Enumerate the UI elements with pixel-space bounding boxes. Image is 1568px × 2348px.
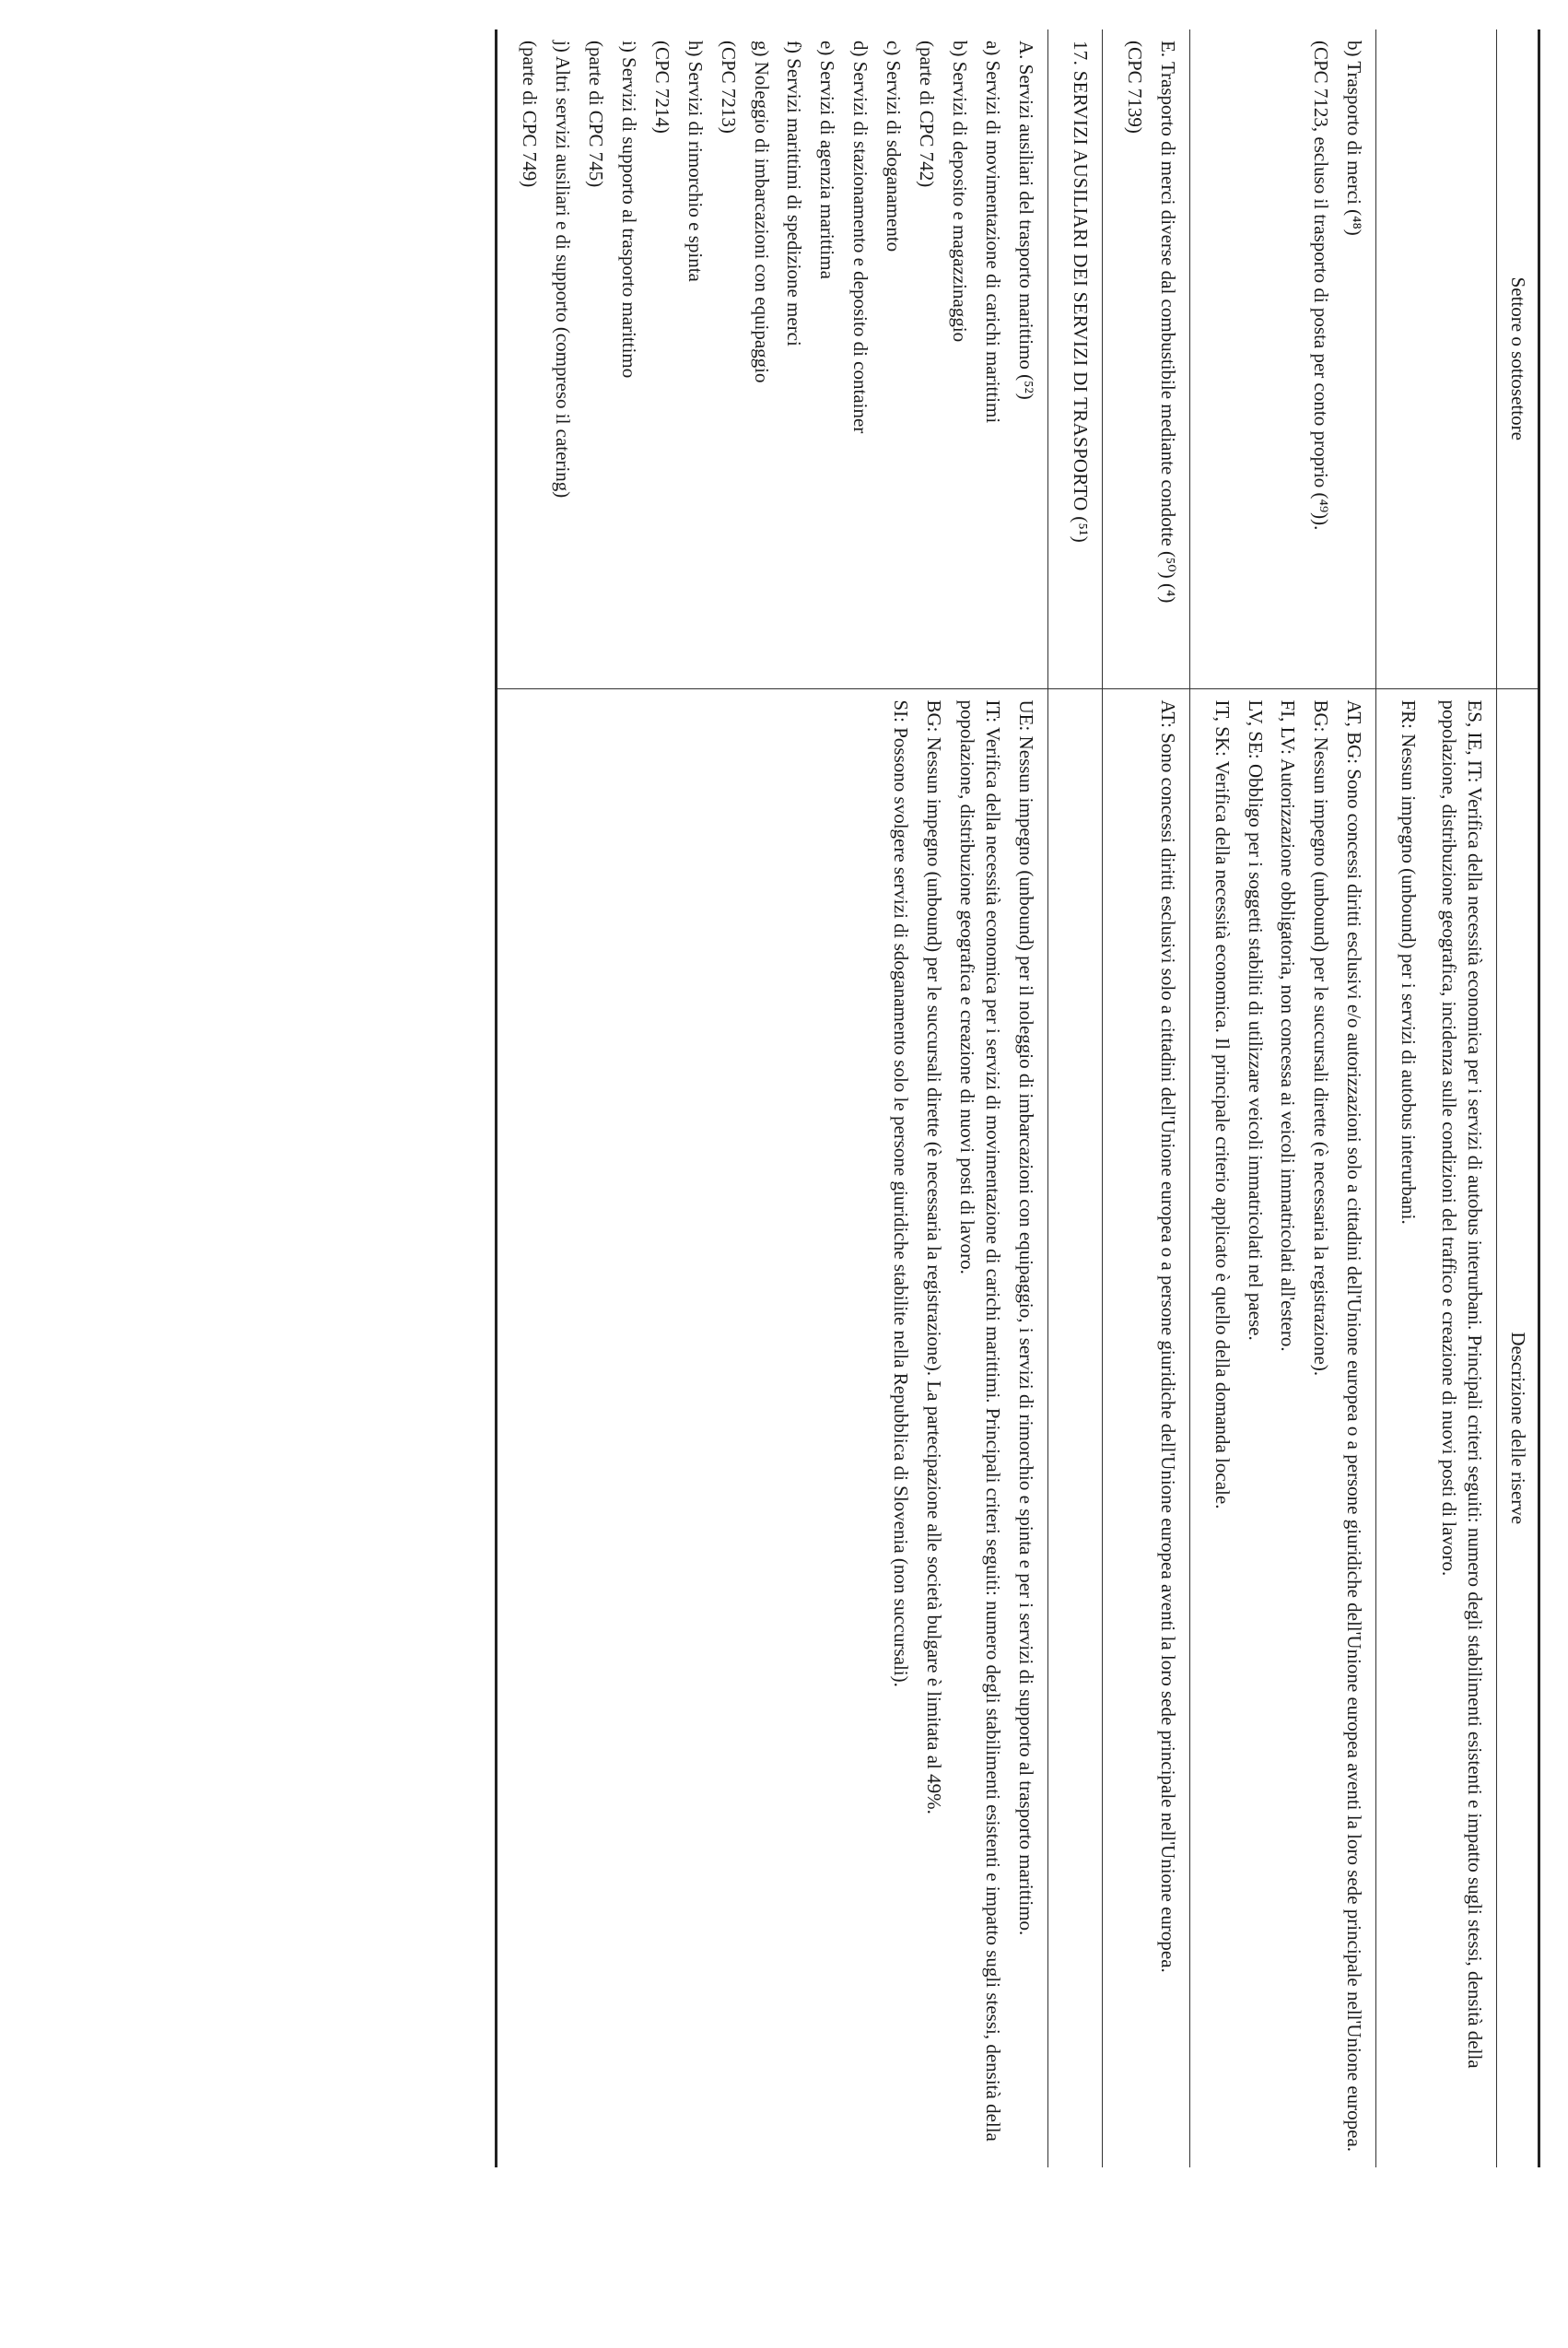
sector-text: E. Trasporto di merci diverse dal combustibile mediante condotte (⁵⁰) (⁴) — [1156, 41, 1179, 604]
table-row — [1102, 29, 1189, 2167]
sector-text: h) Servizi di rimorchio e spinta — [684, 41, 707, 282]
reservation-text: FR: Nessun impegno (unbound) per i servizi di autobus interurbani. — [1398, 699, 1421, 1225]
sector-text: (CPC 7139) — [1123, 41, 1146, 134]
header-reservations: Descrizione delle riserve — [1497, 688, 1539, 2167]
sector-text: f) Servizi marittimi di spedizione merci — [783, 41, 806, 346]
reservations-cell — [1189, 688, 1376, 2167]
sector-text: (CPC 7123, escluso il trasporto di posta per conto proprio (⁴⁹)). — [1310, 41, 1333, 531]
sector-text: e) Servizi di agenzia marittima — [816, 41, 839, 279]
table-row — [1189, 29, 1376, 2167]
section-heading: 17. SERVIZI AUSILIARI DEI SERVIZI DI TRASPORTO (⁵¹) — [1069, 41, 1092, 544]
table-row — [1376, 29, 1497, 2167]
sector-text: A. Servizi ausiliari del trasporto marittimo (⁵²) — [1014, 41, 1037, 400]
sector-text: j) Altri servizi ausiliari e di supporto (compreso il catering) — [552, 41, 575, 499]
sector-text: (parte di CPC 745) — [584, 41, 607, 188]
sector-text: (parte di CPC 742) — [916, 41, 939, 188]
sector-text: (CPC 7213) — [717, 41, 740, 134]
reservations-table — [495, 29, 1540, 2167]
reservations-cell — [1047, 688, 1102, 2167]
reservation-text: SI: Possono svolgere servizi di sdoganamento solo le persone giuridiche stabilite nella Repubblica di Slovenia (non succursali). — [890, 699, 913, 1687]
sector-cell — [1189, 29, 1376, 688]
sector-text: b) Trasporto di merci (⁴⁸) — [1343, 41, 1366, 236]
sector-text: g) Noleggio di imbarcazioni con equipaggio — [750, 41, 773, 383]
reservation-text: FI, LV: Autorizzazione obbligatoria, non concessa ai veicoli immatricolati all'estero. — [1277, 699, 1300, 1352]
sector-cell — [1102, 29, 1189, 688]
table-row — [497, 29, 1048, 2167]
header-sector: Settore o sottosettore — [1497, 29, 1539, 688]
sector-cell — [1376, 29, 1497, 688]
reservation-text: IT: Verifica della necessità economica per i servizi di movimentazione di carichi marittimi. Principali criteri seguiti: numero degli stabilimenti esistenti e impatto sugli stessi, densità della popolazione, distribuzione geografica e creazione di nuovi posti di lavoro. — [956, 699, 1005, 2142]
sector-text: i) Servizi di supporto al trasporto marittimo — [617, 41, 640, 379]
reservation-text: IT, SK: Verifica della necessità economica. Il principale criterio applicato è quello della domanda locale. — [1211, 699, 1234, 1509]
table-row — [1047, 29, 1102, 2167]
sector-text: a) Servizi di movimentazione di carichi marittimi — [982, 41, 1005, 424]
sector-text: b) Servizi di deposito e magazzinaggio — [949, 41, 972, 343]
reservations-cell — [497, 688, 1048, 2167]
sector-text: (CPC 7214) — [650, 41, 673, 134]
reservation-text: AT, BG: Sono concessi diritti esclusivi e/o autorizzazioni solo a cittadini dell'Unione europea o a persone giuridiche dell'Unione europea aventi la loro sede principale nell'Unione europea. — [1343, 699, 1366, 2153]
reservation-text: LV, SE: Obbligo per i soggetti stabiliti di utilizzare veicoli immatricolati nel paese. — [1244, 699, 1267, 1341]
reservations-cell — [1376, 688, 1497, 2167]
reservation-text: BG: Nessun impegno (unbound) per le succursali dirette (è necessaria la registrazione). — [1310, 699, 1333, 1377]
reservation-text: ES, IE, IT: Verifica della necessità economica per i servizi di autobus interurbani. Principali criteri seguiti: numero degli stabilimenti esistenti e impatto sugli stessi, densità della popolazione, distribuzione geografica, incidenza sulle condizioni del traffico e creazione di nuovi posti di lavoro. — [1438, 699, 1487, 2069]
reservation-text: AT: Sono concessi diritti esclusivi solo a cittadini dell'Unione europea o a persone giuridiche dell'Unione europea aventi la loro sede principale nell'Unione europea. — [1156, 699, 1179, 1973]
sector-cell — [1047, 29, 1102, 688]
reservation-text: UE: Nessun impegno (unbound) per il noleggio di imbarcazioni con equipaggio, i servizi di rimorchio e spinta e per i servizi di supporto al trasporto marittimo. — [1014, 699, 1037, 1936]
sector-text: (parte di CPC 749) — [519, 41, 542, 188]
sector-text: c) Servizi di sdoganamento — [883, 41, 906, 252]
sector-text: d) Servizi di stazionamento e deposito di container — [849, 41, 872, 434]
reservations-cell — [1102, 688, 1189, 2167]
sector-cell — [497, 29, 1048, 688]
table-header-row — [1497, 29, 1539, 2167]
reservation-text: BG: Nessun impegno (unbound) per le succursali dirette (è necessaria la registrazione). La partecipazione alle società bulgare è limitata al 49%. — [923, 699, 946, 1814]
